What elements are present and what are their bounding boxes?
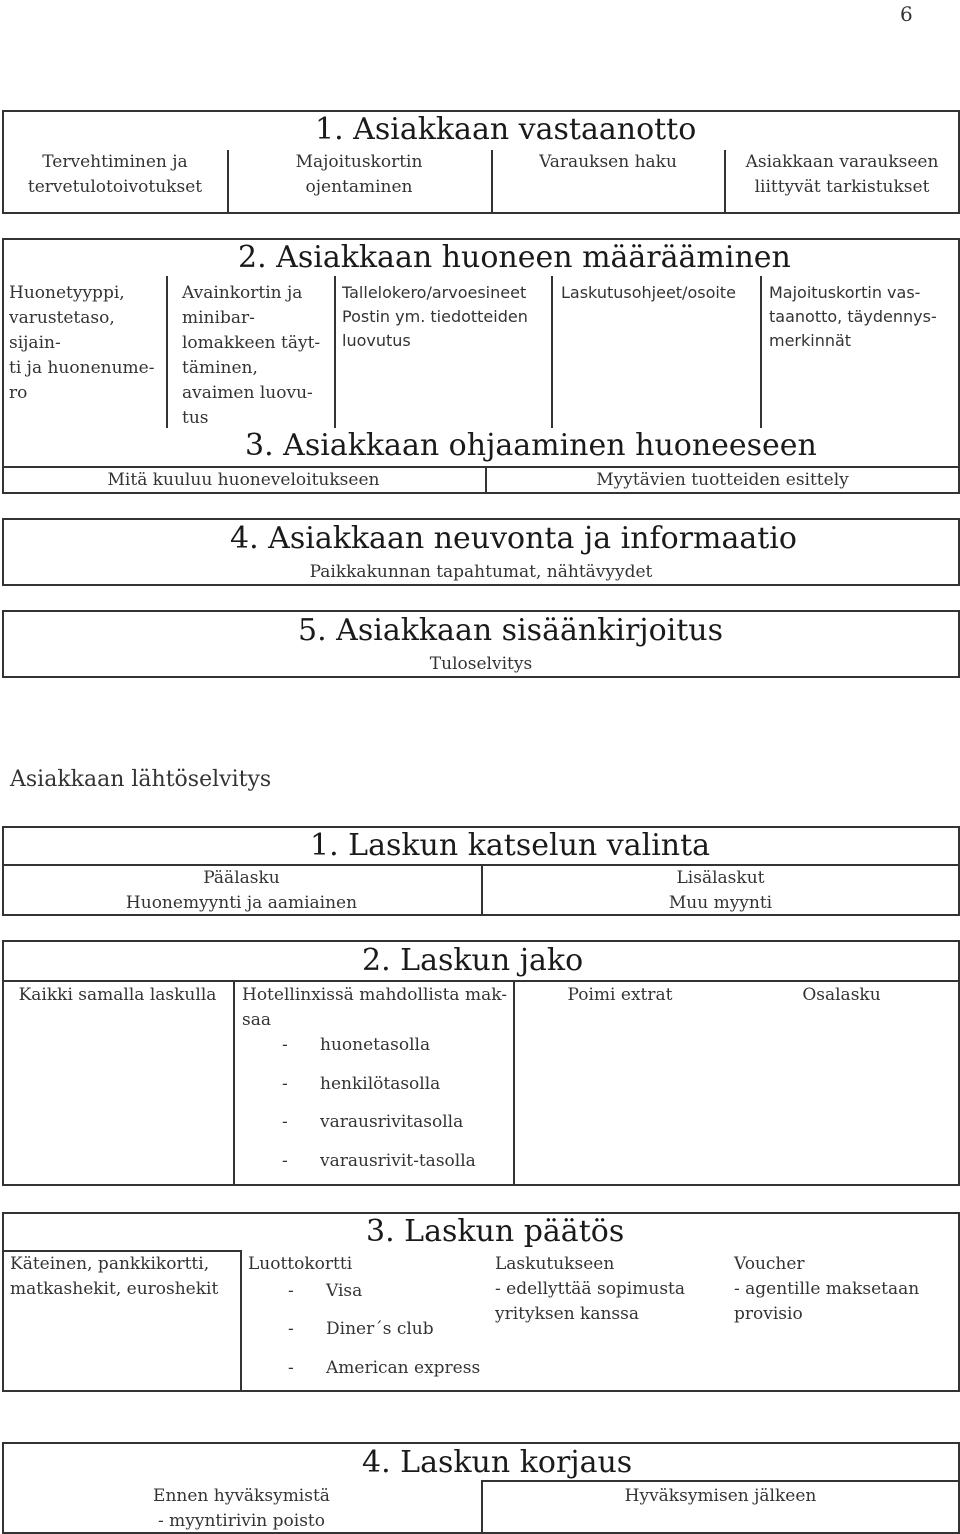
b3-cell-voucher: Voucher - agentille maksetaan provisio — [734, 1254, 920, 1324]
b3-item-label: Diner´s club — [326, 1319, 434, 1339]
b2-cell-extras: Poimi extrat — [567, 985, 673, 1005]
s3-cell-room-charge: Mitä kuuluu huoneveloitukseen — [107, 470, 380, 490]
b2-item-label: henkilötasolla — [320, 1074, 441, 1094]
s1-cell-checks: Asiakkaan varaukseen liittyvät tarkistukset — [745, 152, 939, 197]
divider — [334, 276, 336, 428]
section-1-title: 1. Asiakkaan vastaanotto — [315, 112, 697, 147]
dash-mark: - — [282, 1074, 288, 1094]
invoice-correction-title: 4. Laskun korjaus — [362, 1445, 633, 1480]
section-2-title: 2. Asiakkaan huoneen määrääminen — [238, 240, 791, 275]
dash-mark: - — [288, 1358, 294, 1378]
b4-cell-before: Ennen hyväksymistä - myyntirivin poisto — [153, 1486, 330, 1531]
dash-mark: - — [288, 1319, 294, 1339]
divider — [513, 980, 515, 1186]
dash-mark: - — [282, 1151, 288, 1171]
b3-cell-invoice: Laskutukseen - edellyttää sopimusta yrityksen kanssa — [495, 1254, 686, 1324]
departure-heading: Asiakkaan lähtöselvitys — [10, 767, 272, 792]
s2-cell-room-type: Huonetyyppi, varustetaso, sijain- ti ja huonenume- ro — [9, 283, 155, 403]
s1-cell-booking: Varauksen haku — [539, 152, 677, 172]
b3-item-label: Visa — [326, 1281, 363, 1301]
invoice-view-title: 1. Laskun katselun valinta — [310, 828, 711, 863]
b3-item-label: American express — [326, 1358, 481, 1378]
section-4-title: 4. Asiakkaan neuvonta ja informaatio — [230, 521, 797, 556]
b3-cell-credit: Luottokortti — [248, 1254, 353, 1274]
divider — [240, 1250, 242, 1392]
b4-cell-after: Hyväksymisen jälkeen — [624, 1486, 817, 1506]
divider — [233, 980, 235, 1186]
divider — [2, 980, 960, 982]
dash-mark: - — [288, 1281, 294, 1301]
divider — [166, 276, 168, 428]
b2-cell-hotellinx: Hotellinxissä mahdollista mak- saa — [242, 985, 507, 1030]
divider — [760, 276, 762, 428]
b2-item-label: varausrivitasolla — [320, 1112, 464, 1132]
page-number: 6 — [900, 2, 913, 26]
b3-cell-cash: Käteinen, pankkikortti, matkashekit, euroshekit — [10, 1254, 219, 1299]
b2-item-label: huonetasolla — [320, 1035, 431, 1055]
b2-cell-same: Kaikki samalla laskulla — [18, 985, 217, 1005]
b1-cell-extra: Lisälaskut Muu myynti — [668, 868, 773, 913]
s2-cell-keycard: Avainkortin ja minibar- lomakkeen täyt- täminen, avaimen luovu- tus — [182, 283, 321, 428]
b1-cell-main: Päälasku Huonemyynti ja aamiainen — [125, 868, 358, 913]
s1-cell-greeting: Tervehtiminen ja tervetulotoivotukset — [27, 152, 203, 197]
section-5-title: 5. Asiakkaan sisäänkirjoitus — [298, 613, 724, 648]
dash-mark: - — [282, 1112, 288, 1132]
invoice-split-title: 2. Laskun jako — [362, 943, 584, 978]
s3-cell-products: Myytävien tuotteiden esittely — [596, 470, 849, 490]
b2-item-label: varausrivit-tasolla — [320, 1151, 476, 1171]
s2-cell-billing: Laskutusohjeet/osoite — [561, 283, 736, 302]
s5-text: Tuloselvitys — [429, 654, 533, 674]
s2-cell-safe: Tallelokero/arvoesineet Postin ym. tiedotteiden luovutus — [342, 283, 528, 350]
s4-text: Paikkakunnan tapahtumat, nähtävyydet — [309, 562, 653, 582]
section-3-title: 3. Asiakkaan ohjaaminen huoneeseen — [245, 428, 817, 463]
s2-cell-card-return: Majoituskortin vas- taanotto, täydennys- merkinnät — [769, 283, 937, 350]
invoice-decision-title: 3. Laskun päätös — [366, 1214, 625, 1249]
divider — [481, 1480, 960, 1482]
divider — [551, 276, 553, 428]
b2-cell-partial: Osalasku — [802, 985, 881, 1005]
s1-cell-card: Majoituskortin ojentaminen — [295, 152, 423, 197]
dash-mark: - — [282, 1035, 288, 1055]
